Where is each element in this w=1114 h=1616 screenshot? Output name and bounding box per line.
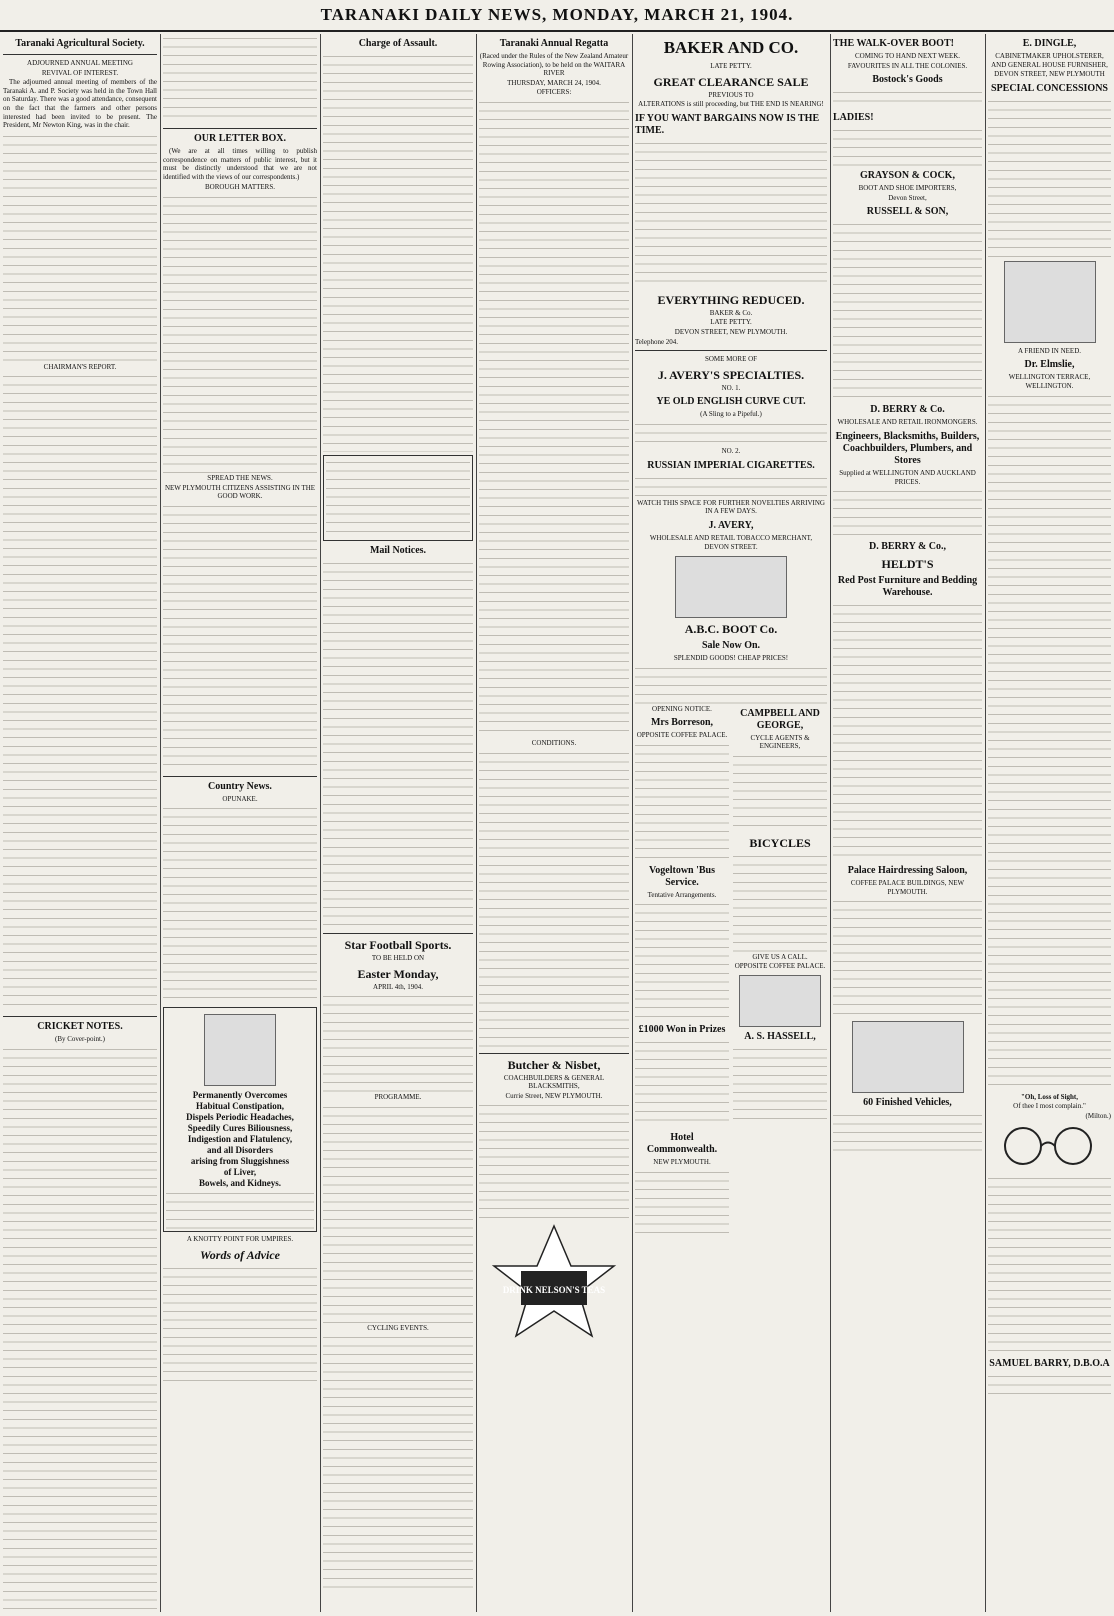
berry-sub: WHOLESALE AND RETAIL IRONMONGERS. [837, 418, 978, 427]
column-agricultural [3, 34, 157, 1612]
programme-heading: PROGRAMME. [374, 1093, 422, 1102]
column-news [323, 34, 473, 1612]
sight-body [988, 1174, 1111, 1354]
borreson-heading: Mrs Borreson, [650, 717, 714, 729]
berry-heading: D. BERRY & Co. [870, 404, 945, 416]
curve-cut: YE OLD ENGLISH CURVE CUT. [656, 396, 806, 408]
regatta-date: THURSDAY, MARCH 24, 1904. [507, 78, 601, 87]
masthead-title: TARANAKI DAILY NEWS, MONDAY, MARCH 21, 1904. [320, 5, 794, 24]
spread-heading: SPREAD THE NEWS. [207, 473, 273, 482]
bicycles-body [733, 852, 827, 952]
avery-name: J. AVERY, [708, 519, 754, 531]
cycling-body [323, 1333, 473, 1593]
hassell-heading: A. S. HASSELL, [744, 1030, 816, 1042]
dingle-sub: CABINETMAKER UPHOLSTERER, AND GENERAL HOUSE FURNISHER, [991, 52, 1108, 69]
advert-line: Bowels, and Kidneys. [198, 1178, 282, 1189]
column-professionals [988, 34, 1111, 1612]
column-rule [160, 34, 161, 1612]
borough-heading: BOROUGH MATTERS. [204, 183, 275, 192]
column-rule [830, 34, 831, 1612]
boxed-notice [323, 455, 473, 541]
advert-line: of Liver, [223, 1167, 257, 1178]
star-date: Easter Monday, [357, 966, 439, 981]
article-kicker: REVIVAL OF INTEREST. [41, 68, 119, 77]
hotel-body [635, 1168, 729, 1238]
telephone: Telephone 204. [635, 337, 679, 346]
bargains-heading: IF YOU WANT BARGAINS NOW IS THE TIME. [635, 112, 820, 136]
cricket-body [3, 1045, 157, 1612]
avery-address: DEVON STREET. [704, 543, 758, 552]
regatta-heading: Taranaki Annual Regatta [499, 38, 609, 49]
article-body [163, 34, 317, 124]
avery-intro: SOME MORE OF [704, 355, 758, 364]
cricket-byline: (By Cover-point.) [54, 1035, 106, 1044]
conditions-heading: CONDITIONS. [531, 738, 577, 747]
baker-heading: BAKER AND CO. [663, 38, 799, 57]
article-body [3, 372, 157, 1012]
special-heading: SPECIAL CONCESSIONS [991, 82, 1108, 94]
alterations-text: ALTERATIONS is still proceeding, but THE END IS NEARING! [638, 100, 824, 109]
dingle-address: DEVON STREET, NEW PLYMOUTH [994, 70, 1105, 79]
friend-illustration [1004, 261, 1096, 343]
hotel-sub: NEW PLYMOUTH. [653, 1158, 711, 1167]
vehicles-heading: 60 Finished Vehicles, [863, 1097, 952, 1109]
divider [479, 1053, 629, 1054]
spread-sub: NEW PLYMOUTH CITIZENS ASSISTING IN THE GOOD WORK. [164, 483, 316, 501]
regatta-sub: (Raced under the Rules of the New Zealand Amateur Rowing Association), to be held on the WAITARA RIVER [479, 52, 629, 78]
berry-heading-2: D. BERRY & Co., [868, 541, 947, 553]
masthead [0, 0, 1114, 32]
walkover-heading: THE WALK-OVER BOOT! [833, 38, 954, 49]
abc-body [635, 664, 827, 704]
avery-trade: WHOLESALE AND RETAIL TOBACCO MERCHANT, [649, 533, 813, 542]
palace-body [833, 897, 982, 1017]
grayson-address: Devon Street, [888, 193, 927, 202]
favourites: FAVOURITES IN ALL THE COLONIES. [847, 61, 968, 70]
assault-heading: Charge of Assault. [358, 38, 438, 49]
bicycles-heading: BICYCLES [749, 835, 811, 850]
column-adverts [635, 34, 827, 1612]
no-1: NO. 1. [721, 383, 741, 392]
advert-line: arising from Sluggishness [190, 1156, 290, 1167]
advert-body [166, 1189, 314, 1229]
abc-sub: SPLENDID GOODS! CHEAP PRICES! [673, 653, 789, 662]
mail-body [323, 559, 473, 929]
watch-space: WATCH THIS SPACE FOR FURTHER NOVELTIES ARRIVING IN A FEW DAYS. [637, 498, 825, 516]
heldts-heading: HELDT'S [881, 557, 934, 572]
vogeltown-heading: Vogeltown 'Bus Service. [648, 864, 716, 888]
ladies-body [833, 126, 982, 166]
butcher-heading: Butcher & Nisbet, [507, 1057, 601, 1072]
star-heading: Star Football Sports. [344, 938, 452, 952]
article-body [3, 132, 157, 362]
russell-body [833, 220, 982, 400]
assault-body [323, 52, 473, 452]
letterbox-note: (We are at all times willing to publish correspondence on matters of public interest, but it must be distinctly understood that we are not identified with the views of our correspondents.) [163, 147, 317, 181]
article-lede: The adjourned annual meeting of members of the Taranaki A. and P. Society was held in the Town Hall on Saturday. There was a good attendance, consequent on the fact that the farmers and other persons interested had been invited to be present. The President, Mr Newton King, was in the chair. [3, 78, 157, 130]
vogeltown-sub: Tentative Arrangements. [647, 890, 717, 899]
advert-line: Permanently Overcomes [192, 1090, 288, 1101]
russian-cigarettes: RUSSIAN IMPERIAL CIGARETTES. [647, 459, 815, 471]
tea-badge-text: DRINK NELSON'S TEAS [502, 1285, 606, 1296]
campbell-heading: CAMPBELL AND GEORGE, [740, 707, 820, 731]
star-sub: TO BE HELD ON [371, 954, 425, 962]
cycling-heading: CYCLING EVENTS. [367, 1323, 429, 1332]
country-heading: Country News. [208, 780, 272, 792]
butcher-address: Currie Street, NEW PLYMOUTH. [505, 1091, 603, 1100]
advert-line: Habitual Constipation, [195, 1101, 285, 1112]
palace-heading: Palace Hairdressing Saloon, [847, 865, 968, 877]
spread-body [163, 502, 317, 772]
engineers: Engineers, Blacksmiths, Builders, Coachbuilders, Plumbers, and Stores [835, 430, 980, 466]
divider [3, 54, 157, 55]
programme-body [323, 1103, 473, 1323]
officers-heading: OFFICERS: [536, 88, 572, 97]
everything-heading: EVERYTHING REDUCED. [657, 292, 805, 307]
hotel-heading: Hotel Commonwealth. [646, 1132, 718, 1156]
elmslie-sub: WELLINGTON TERRACE, WELLINGTON. [1008, 373, 1091, 390]
advert-line: Indigestion and Flatulency, [187, 1134, 293, 1145]
words-heading: Words of Advice [200, 1247, 280, 1262]
clearance-heading: GREAT CLEARANCE SALE [653, 74, 809, 89]
grayson-heading: GRAYSON & COCK, [860, 170, 955, 182]
divider [163, 128, 317, 129]
heldts-body [833, 601, 982, 861]
avery-heading: J. AVERY'S SPECIALTIES. [657, 367, 805, 382]
sight-attribution: (Milton.) [1085, 1111, 1111, 1120]
russian-body [635, 474, 827, 498]
star-badge-icon [479, 1221, 629, 1351]
sight-quote: "Oh, Loss of Sight, [1021, 1092, 1078, 1101]
advert-illustration [204, 1014, 276, 1086]
column-rule [985, 34, 986, 1612]
star-date-2: APRIL 4th, 1904. [373, 982, 423, 991]
carriage-icon [852, 1021, 964, 1093]
advert-line: Dispels Periodic Headaches, [186, 1112, 294, 1123]
palace-sub: COFFEE PALACE BUILDINGS, NEW PLYMOUTH. [850, 879, 965, 896]
borreson-body [635, 741, 729, 861]
price-list [635, 139, 827, 289]
curve-body [635, 420, 827, 446]
ladies: LADIES! [833, 112, 874, 124]
friend-heading: A FRIEND IN NEED. [1018, 346, 1081, 355]
column-rule [476, 34, 477, 1612]
country-sub: OPUNAKE. [222, 794, 258, 803]
country-body [163, 804, 317, 1004]
borreson-sub: OPPOSITE COFFEE PALACE. [636, 731, 728, 740]
cow-icon [739, 975, 821, 1027]
heldts-sub: Red Post Furniture and Bedding Warehouse. [837, 575, 978, 599]
campbell-sub: CYCLE AGENTS & ENGINEERS, [750, 733, 810, 751]
special-body [988, 97, 1111, 257]
abc-heading: A.B.C. BOOT Co. [684, 621, 778, 636]
berry-body [833, 487, 982, 537]
no-2: NO. 2. [721, 446, 741, 455]
star-body [323, 992, 473, 1092]
advert-line: and all Disorders [206, 1145, 273, 1156]
notice-body [326, 458, 470, 538]
curve-sub: (A Sling to a Pipeful.) [700, 410, 762, 419]
butcher-sub: COACHBUILDERS & GENERAL BLACKSMITHS, [503, 1073, 605, 1091]
divider [3, 1016, 157, 1017]
tonic-advert [163, 1007, 317, 1232]
vehicles-body [833, 1111, 982, 1151]
barry-heading: SAMUEL BARRY, D.B.O.A [989, 1357, 1110, 1369]
column-rule [320, 34, 321, 1612]
elmslie-body [988, 392, 1111, 1092]
give-call: GIVE US A CALL. [752, 952, 808, 961]
elmslie-heading: Dr. Elmslie, [1024, 359, 1075, 371]
article-heading: Taranaki Agricultural Society. [15, 38, 145, 49]
prizes-heading: £1000 Won in Prizes [638, 1024, 726, 1036]
cricket-heading: CRICKET NOTES. [37, 1021, 123, 1033]
supplied: Supplied at WELLINGTON AND AUCKLAND PRICES. [839, 468, 976, 486]
letterbox-heading: OUR LETTER BOX. [194, 133, 286, 144]
give-call-sub: OPPOSITE COFFEE PALACE. [734, 962, 826, 971]
column-shops [833, 34, 982, 1612]
hassell-body [733, 1045, 827, 1125]
campbell-body [733, 752, 827, 832]
column-regatta [479, 34, 629, 1612]
late-petty: LATE PETTY. [710, 318, 752, 327]
grayson-sub: BOOT AND SHOE IMPORTERS, [858, 184, 957, 193]
report-heading: CHAIRMAN'S REPORT. [43, 362, 117, 371]
abc-sale: Sale Now On. [701, 639, 761, 651]
russell-heading: RUSSELL & SON, [866, 206, 949, 218]
bostocks: Bostock's Goods [872, 74, 943, 86]
spectacles-icon [988, 1121, 1108, 1171]
baker-co: BAKER & Co. [709, 308, 753, 317]
devon-street: DEVON STREET, NEW PLYMOUTH. [674, 327, 788, 336]
article-subheading: ADJOURNED ANNUAL MEETING [27, 59, 133, 67]
advert-line: Speedily Cures Biliousness, [187, 1123, 293, 1134]
letter-body [163, 193, 317, 473]
divider [323, 933, 473, 934]
prior-text: PREVIOUS TO [708, 90, 754, 99]
dingle-heading: E. DINGLE, [1022, 38, 1077, 49]
words-body [163, 1264, 317, 1384]
sight-quote-2: Of thee I most complain." [1013, 1102, 1086, 1111]
divider [163, 776, 317, 777]
regatta-body [479, 98, 629, 738]
walkover-sub: COMING TO HAND NEXT WEEK. [854, 52, 961, 60]
column-rule [632, 34, 633, 1612]
column-letters [163, 34, 317, 1612]
mail-heading: Mail Notices. [369, 545, 427, 556]
barry-body [988, 1372, 1111, 1402]
vogeltown-body [635, 900, 729, 1020]
bostocks-body [833, 88, 982, 108]
boot-icon [675, 556, 787, 618]
butcher-body [479, 1101, 629, 1221]
knotty-heading: A KNOTTY POINT FOR UMPIRES. [186, 1235, 294, 1244]
divider [635, 350, 827, 351]
baker-sub: LATE PETTY. [710, 62, 752, 70]
prizes-body [635, 1038, 729, 1128]
conditions-body [479, 749, 629, 1049]
borreson-intro: OPENING NOTICE. [652, 704, 712, 713]
